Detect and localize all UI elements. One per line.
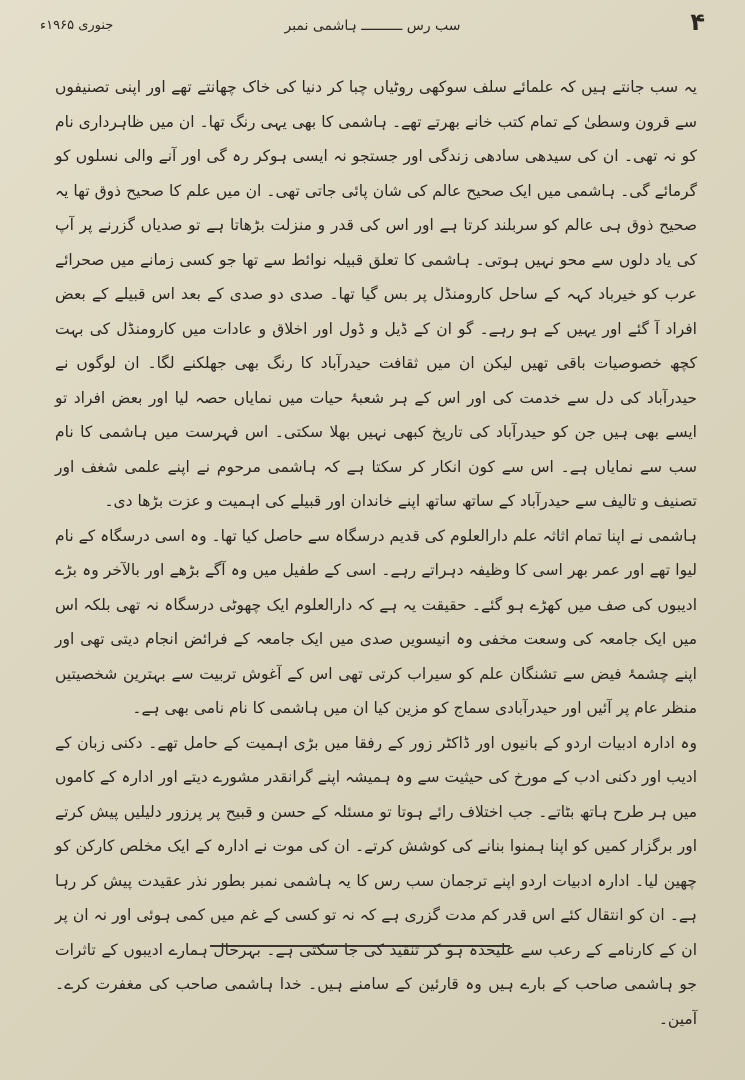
paragraph: وہ ادارہ ادبیات اردو کے بانیوں اور ڈاکٹر زور کے رفقا میں بڑی اہمیت کے حامل تھے۔ دکنی زبان کے ادیب اور دکنی ادب کے مورخ کی حیثیت سے وہ ہمیشہ اپنے گرانقدر مشورے دیتے اور ادارہ کے کاموں میں ہر طرح ہاتھ بٹاتے۔ جب اختلاف رائے ہوتا تو مسئلہ کے حسن و قبیح پر پرزور دلیلیں پیش کرتے اور برگزار کمیں کو اپنا ہمنوا بنانے کی کوشش کرتے۔ ان کی موت نے ادارہ کے ایک مخلص کارکن کو چھین لیا۔ ادارہ ادبیات اردو اپنے ترجمان سب رس کا یہ ہاشمی نمبر بطور نذر عقیدت پیش کر رہا ہے۔ ان کو انتقال کئے اس قدر کم مدت گزری ہے کہ نہ تو کسی کے غم میں کمی ہوئی اور نہ ان پر ان کے کارنامے کے رعب سے علیحدہ ہو کر تنقید کی جا سکتی ہے۔ بہرحال ہمارے ادیبوں کے تاثرات جو ہاشمی صاحب کے بارے ہیں وہ قارئین کے سامنے ہیں۔ خدا ہاشمی صاحب کی مغفرت کرے۔ آمین۔ [55,733,698,1028]
page-header [40,8,705,48]
page-number: ۴ [690,8,705,36]
paragraph: ہاشمی نے اپنا تمام اثاثہ علم دارالعلوم کی قدیم درسگاہ سے حاصل کیا تھا۔ وہ اسی درسگاہ کے نام لیوا تھے اور عمر بھر اسی کا وظیفہ دہراتے رہے۔ اسی کے طفیل میں وہ آگے بڑھے اور بالآخر وہ بڑے ادیبوں کی صف میں کھڑے ہو گئے۔ حقیقت یہ ہے کہ دارالعلوم ایک چھوٹی درسگاہ نہ تھی بلکہ اس میں ایک جامعہ کی وسعت مخفی وہ انیسویں صدی میں ایک جامعہ کے فرائض انجام دیتی تھی اور اپنے چشمۂ فیض سے تشنگان علم کو سیراب کرتی تھی اس کے آغوش تربیت سے بہترین شخصیتیں منظر عام پر آئیں اور حیدرآبادی سماج کو مزین کیا ان میں ہاشمی کا نام نامی بھی ہے۔ [55,526,697,717]
issue-date: جنوری ۱۹۶۵ء [40,18,114,33]
article-body [55,70,697,1036]
paragraph: یہ سب جانتے ہیں کہ علمائے سلف سوکھی روٹیاں چبا کر دنیا کی خاک چھانتے تھے اور اپنی تصنیفوں سے قرون وسطیٰ کے تمام کتب خانے بھرتے تھے۔ ہاشمی کا بھی یہی رنگ تھا۔ ان میں ظاہرداری نام کو نہ تھی۔ ان کی سیدھی سادھی زندگی اور جستجو نہ ایسی ہوکر رہ گی اور آنے والی نسلوں کو گرمائے گی۔ ہاشمی میں ایک صحیح عالم کی شان پائی جاتی تھی۔ ان میں علم کا صحیح ذوق تھا یہ صحیح ذوق ہی عالم کو سربلند کرتا ہے اور اس کی قدر و منزلت بڑھاتا ہے تو صدیاں گزرنے پر آپ کی یاد دلوں سے محو نہیں ہوتی۔ ہاشمی کا تعلق قبیلہ نوائط سے تھا جو کسی زمانے میں صحرائے عرب کو خیرباد کہہ کے ساحل کارومنڈل پر بس گیا تھا۔ صدی دو صدی کے بعد اس قبیلے کے بعض افراد آ گئے اور یہیں کے ہو رہے۔ گو ان کے ڈیل و ڈول اور اخلاق و عادات میں کارومنڈل کی بہت کچھ خصوصیات باقی تھیں لیکن ان میں ثقافت حیدرآباد کا رنگ بھی جھلکنے لگا۔ ان لوگوں نے حیدرآباد کی دل سے خدمت کی اور اس کے ہر شعبۂ حیات میں نمایاں حصہ لیا اور بعض افراد تو ایسے بھی ہیں جن کو حیدرآباد کی تاریخ کبھی نہیں بھلا سکتی۔ اس فہرست میں ہاشمی کا نام سب سے نمایاں ہے۔ اس سے کون انکار کر سکتا ہے کہ ہاشمی مرحوم نے اپنے علمی شغف اور تصنیف و تالیف سے حیدرآباد کے ساتھ ساتھ اپنے خاندان اور قبیلے کی اہمیت و عزت بڑھا دی۔ [55,78,697,510]
running-title: سب رس ــــــــــ ہاشمی نمبر [284,18,461,34]
end-rule [210,945,510,947]
